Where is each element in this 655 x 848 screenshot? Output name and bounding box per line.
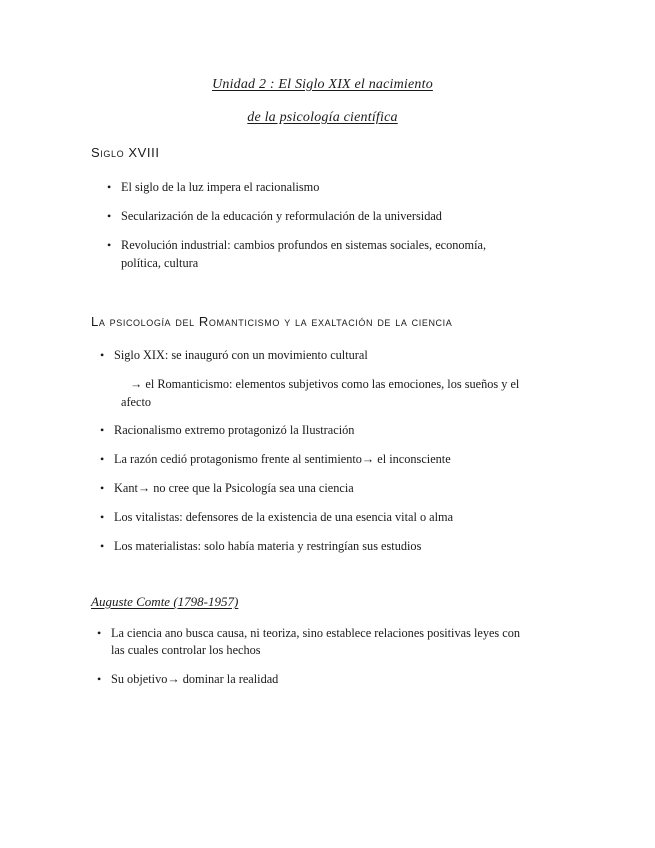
bullet-icon: • xyxy=(97,672,102,686)
bullet-icon: • xyxy=(97,626,102,640)
bullet-icon: • xyxy=(100,348,105,362)
list-item xyxy=(100,479,354,497)
bullet-icon: • xyxy=(107,238,112,252)
list-item-text: Los materialistas: solo había materia y restringían sus estudios xyxy=(114,539,422,553)
list-item-continuation: las cuales controlar los hechos xyxy=(111,643,261,657)
list-item xyxy=(100,508,454,526)
section-heading-siglo-xviii: Siglo XVIII xyxy=(91,145,160,160)
list-item xyxy=(107,178,320,196)
document-title-line-2: de la psicología científica xyxy=(247,110,398,125)
list-item xyxy=(97,624,521,642)
bullet-icon: • xyxy=(100,481,105,495)
bullet-icon: • xyxy=(100,423,105,437)
list-item xyxy=(107,236,487,254)
list-item xyxy=(100,421,355,439)
bullet-icon: • xyxy=(107,180,112,194)
list-item-text: Kant→ no cree que la Psicología sea una ciencia xyxy=(114,481,354,495)
bullet-icon: • xyxy=(100,452,105,466)
document-title-line-1: Unidad 2 : El Siglo XIX el nacimiento xyxy=(212,77,433,92)
list-item-continuation: política, cultura xyxy=(121,256,199,270)
list-item-text: Racionalismo extremo protagonizó la Ilustración xyxy=(114,423,355,437)
list-item xyxy=(100,450,451,468)
section-heading-romanticismo: La psicología del Romanticismo y la exaltación de la ciencia xyxy=(91,314,453,329)
list-item-text: Siglo XIX: se inauguró con un movimiento cultural xyxy=(114,348,368,362)
list-item-text: Revolución industrial: cambios profundos en sistemas sociales, economía, xyxy=(121,238,487,252)
list-item-text: Secularización de la educación y reformulación de la universidad xyxy=(121,209,442,223)
list-item-text: El siglo de la luz impera el racionalismo xyxy=(121,180,320,194)
bullet-icon: • xyxy=(107,209,112,223)
list-item xyxy=(100,537,422,555)
section-heading-auguste-comte: Auguste Comte (1798-1957) xyxy=(91,594,239,609)
list-item xyxy=(107,207,442,225)
list-item-text: La ciencia ano busca causa, ni teoriza, sino establece relaciones positivas leyes con xyxy=(111,626,521,640)
list-item xyxy=(97,670,279,688)
list-item xyxy=(100,346,368,364)
sub-item-continuation: afecto xyxy=(121,395,152,409)
bullet-icon: • xyxy=(100,510,105,524)
list-item-text: Los vitalistas: defensores de la existencia de una esencia vital o alma xyxy=(114,510,454,524)
sub-item-romanticismo: → el Romanticismo: elementos subjetivos como las emociones, los sueños y el xyxy=(130,377,520,391)
list-item-text: La razón cedió protagonismo frente al sentimiento→ el inconsciente xyxy=(114,452,451,466)
bullet-icon: • xyxy=(100,539,105,553)
list-item-text: Su objetivo→ dominar la realidad xyxy=(111,672,279,686)
